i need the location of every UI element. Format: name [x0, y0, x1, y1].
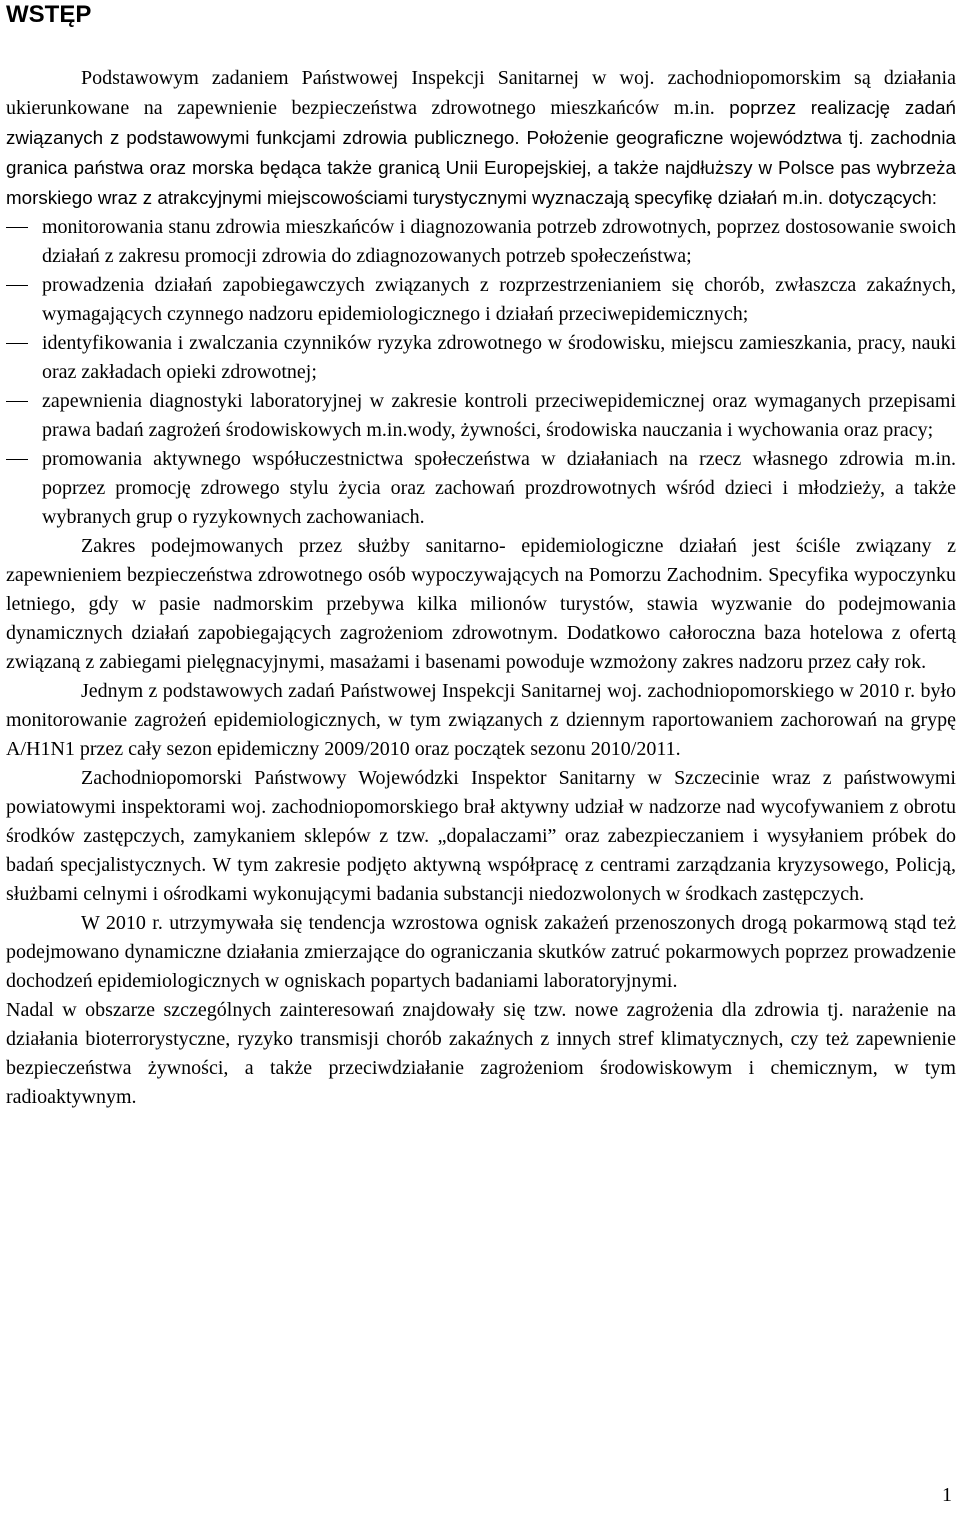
list-item: monitorowania stanu zdrowia mieszkańców i diagnozowania potrzeb zdrowotnych, poprzez dostosowanie swoich działań z zakresu promocji zdrowia do zdiagnozowanych potrzeb społeczeństwa; [6, 213, 956, 271]
section-heading: WSTĘP [6, 1, 92, 28]
paragraph-scope: Zakres podejmowanych przez służby sanitarno- epidemiologiczne działań jest ściśle związany z zapewnieniem bezpieczeństwa zdrowotnego osób wypoczywających na Pomorzu Zachodnim. Specyfika wypoczynku letniego, gdy w pasie nadmorskim przebywa kilka milionów turystów, stawia wyzwanie do podejmowania dynamicznych działań zapobiegających zagrożeniom zdrowotnym. Dodatkowo całoroczna baza hotelowa z ofertą związaną z zabiegami pielęgnacyjnymi, masażami i basenami powoduje wzmożony zakres nadzoru przez cały rok. [6, 535, 956, 673]
paragraph-intro [6, 64, 956, 213]
list-item: identyfikowania i zwalczania czynników ryzyka zdrowotnego w środowisku, miejscu zamieszkania, pracy, nauki oraz zakładach opieki zdrowotnej; [6, 329, 956, 387]
page-number: 1 [942, 1484, 952, 1506]
paragraph-new-threats: Nadal w obszarze szczególnych zainteresowań znajdowały się tzw. nowe zagrożenia dla zdrowia tj. narażenie na działania bioterrorystyczne, ryzyko transmisji chorób zakaźnych z innych stref klimatycznych, czy też zapewnienie bezpieczeństwa żywności, a także przeciwdziałanie zagrożeniom środowiskowym i chemicznym, w tym radioaktywnym. [6, 999, 956, 1108]
paragraph-monitoring: Jednym z podstawowych zadań Państwowej Inspekcji Sanitarnej woj. zachodniopomorskiego w 2010 r. było monitorowanie zagrożeń epidemiologicznych, w tym związanych z dziennym raportowaniem zachorowań na grypę A/H1N1 przez cały sezon epidemiczny 2009/2010 oraz początek sezonu 2010/2011. [6, 680, 956, 760]
paragraph-intro-part2: poprzez realizację zadań związanych z podstawowymi funkcjami zdrowia publicznego. Położenie geograficzne województwa tj. zachodnia granica państwa oraz morska będąca także granicą Unii Europejskiej, a także najdłuższy w Polsce pas wybrzeża morskiego wraz z atrakcyjnymi miejscowościami turystycznymi wyznaczają specyfikę działań m.in. dotyczących: [6, 97, 956, 208]
paragraph-food-poisoning: W 2010 r. utrzymywała się tendencja wzrostowa ognisk zakażeń przenoszonych drogą pokarmową stąd też podejmowano dynamiczne działania zmierzające do ograniczania skutków zatruć pokarmowych poprzez prowadzenie dochodzeń epidemiologicznych w ogniskach popartych badaniami laboratoryjnymi. [6, 912, 956, 992]
paragraph-intro-part1: Podstawowym zadaniem Państwowej Inspekcji Sanitarnej w woj. zachodniopomorskim są działania ukierunkowane na zapewnienie bezpieczeństwa zdrowotnego mieszkańców m.in. [6, 67, 956, 119]
list-item: prowadzenia działań zapobiegawczych związanych z rozprzestrzenianiem się chorób, zwłaszcza zakaźnych, wymagających czynnego nadzoru epidemiologicznego i działań przeciwepidemicznych; [6, 271, 956, 329]
list-item: promowania aktywnego współuczestnictwa społeczeństwa w działaniach na rzecz własnego zdrowia m.in. poprzez promocję zdrowego stylu życia oraz zachowań prozdrowotnych wśród dzieci i młodzieży, a także wybranych grup o ryzykownych zachowaniach. [6, 445, 956, 532]
list-item: zapewnienia diagnostyki laboratoryjnej w zakresie kontroli przeciwepidemicznej oraz wymaganych przepisami prawa badań zagrożeń środowiskowych m.in.wody, żywności, środowiska nauczania i wychowania oraz pracy; [6, 387, 956, 445]
tasks-list [6, 213, 956, 532]
document-body [6, 64, 956, 1112]
paragraph-inspector: Zachodniopomorski Państwowy Wojewódzki Inspektor Sanitarny w Szczecinie wraz z państwowymi powiatowymi inspektorami woj. zachodniopomorskiego brał aktywny udział w nadzorze nad wycofywaniem z obrotu środków zastępczych, zamykaniem sklepów z tzw. „dopalaczami” oraz zabezpieczaniem i wysyłaniem próbek do badań specjalistycznych. W tym zakresie podjęto aktywną współpracę z centrami zarządzania kryzysowego, Policją, służbami celnymi i ośrodkami wykonującymi badania substancji niedozwolonych w środkach zastępczych. [6, 767, 956, 905]
